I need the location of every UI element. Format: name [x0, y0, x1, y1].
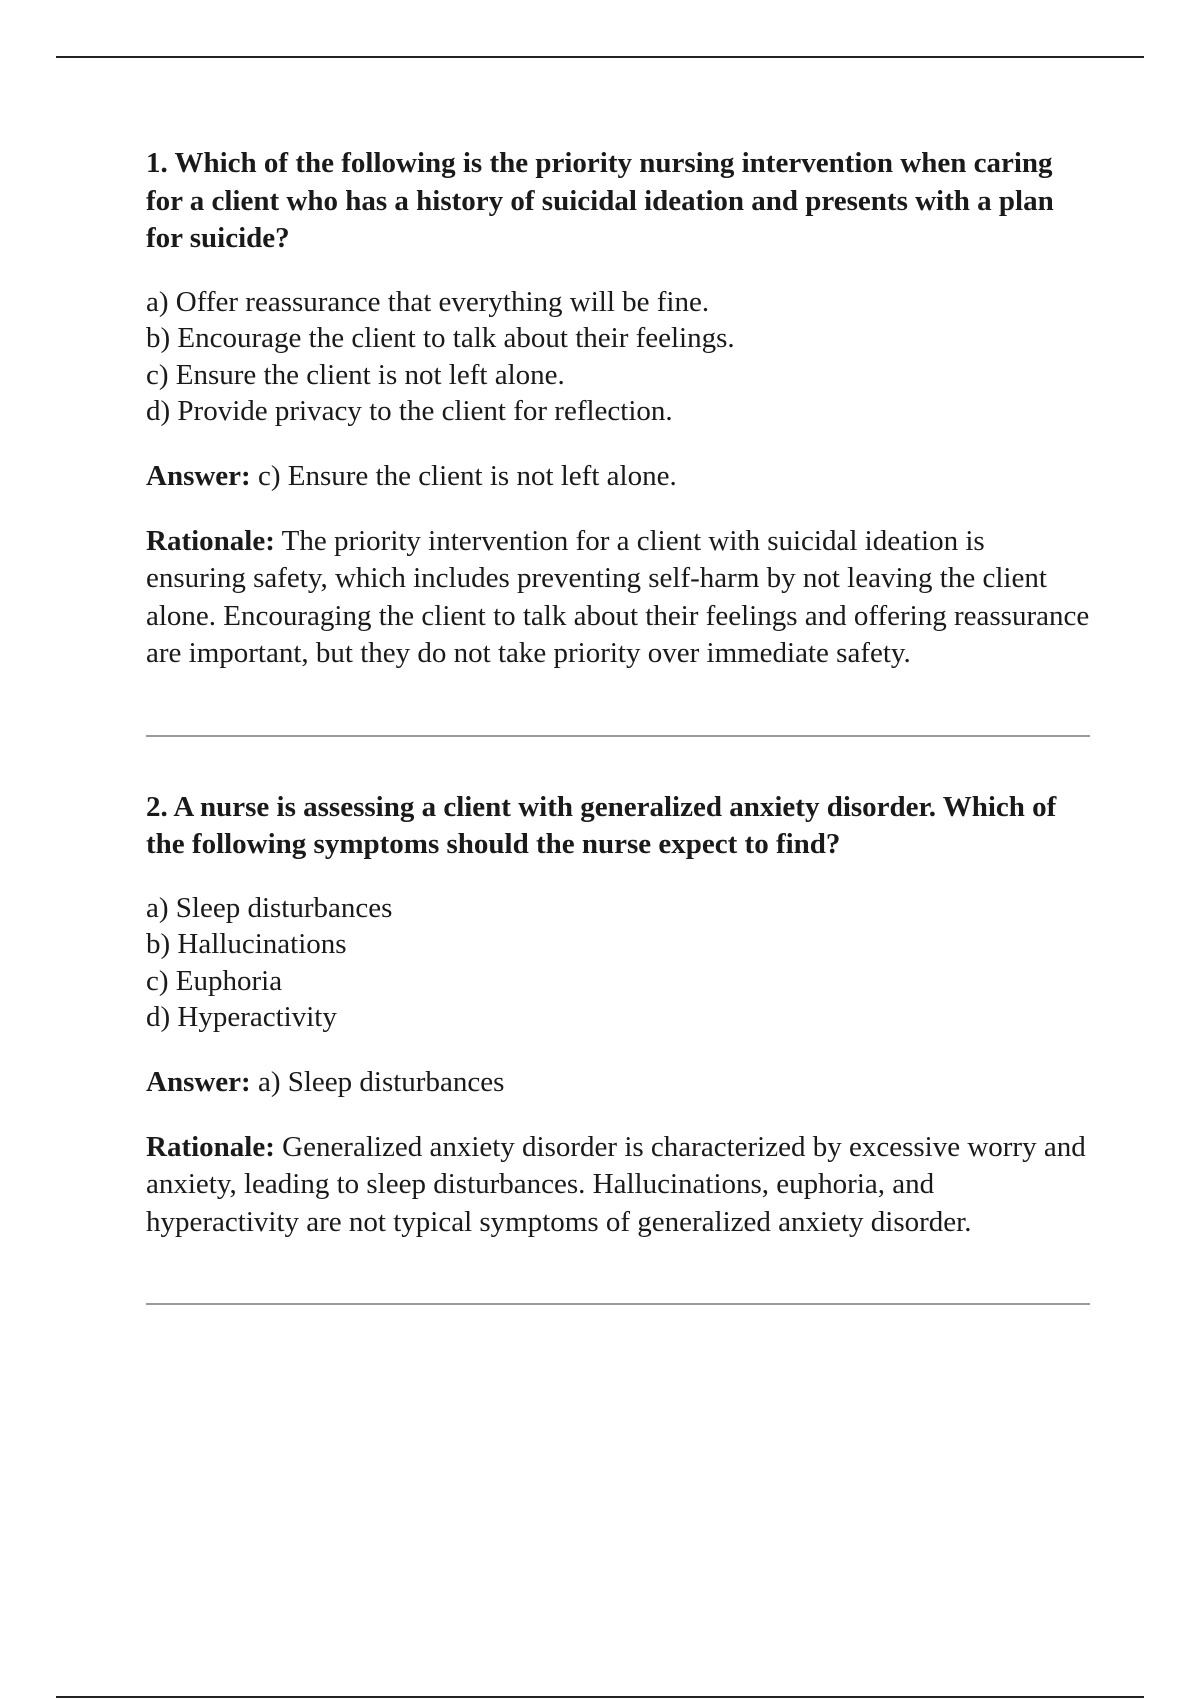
option-a: a) Offer reassurance that everything will be fine.	[146, 285, 710, 318]
option-list	[146, 284, 1090, 430]
question-text: 1. Which of the following is the priority nursing intervention when caring for a client who has a history of suicidal ideation and presents with a plan for suicide?	[146, 147, 1054, 254]
page-bottom-rule	[56, 1696, 1144, 1698]
answer-label: Answer:	[146, 1065, 251, 1098]
option-c: c) Ensure the client is not left alone.	[146, 358, 565, 391]
answer-line	[146, 458, 1090, 495]
page-top-rule	[56, 56, 1144, 58]
rationale-text: Generalized anxiety disorder is characterized by excessive worry and anxiety, leading to sleep disturbances. Hallucinations, euphoria, and hyperactivity are not typical symptoms of generalized anxiety disorder.	[146, 1130, 1086, 1238]
document-content	[146, 145, 1090, 1305]
rationale-paragraph	[146, 523, 1090, 673]
option-list	[146, 890, 1090, 1036]
option-b: b) Encourage the client to talk about their feelings.	[146, 322, 735, 354]
rationale-text: The priority intervention for a client with suicidal ideation is ensuring safety, which includes preventing self-harm by not leaving the client alone. Encouraging the client to talk about their feelings and offering reassurance are important, but they do not take priority over immediate safety.	[146, 524, 1090, 669]
rationale-label: Rationale:	[146, 524, 275, 557]
answer-text: c) Ensure the client is not left alone.	[257, 459, 677, 492]
question-divider	[146, 1303, 1090, 1305]
question-text: 2. A nurse is assessing a client with generalized anxiety disorder. Which of the following symptoms should the nurse expect to find?	[146, 790, 1057, 860]
option-d: d) Provide privacy to the client for reflection.	[146, 395, 673, 427]
option-d: d) Hyperactivity	[146, 1001, 337, 1033]
option-c: c) Euphoria	[146, 964, 283, 997]
question-block-1	[146, 145, 1090, 673]
answer-text: a) Sleep disturbances	[257, 1065, 505, 1098]
answer-line	[146, 1064, 1090, 1101]
rationale-label: Rationale:	[146, 1130, 275, 1163]
option-b: b) Hallucinations	[146, 928, 347, 960]
question-divider	[146, 735, 1090, 737]
question-block-2	[146, 789, 1090, 1242]
option-a: a) Sleep disturbances	[146, 891, 393, 924]
answer-label: Answer:	[146, 459, 251, 492]
rationale-paragraph	[146, 1129, 1090, 1242]
